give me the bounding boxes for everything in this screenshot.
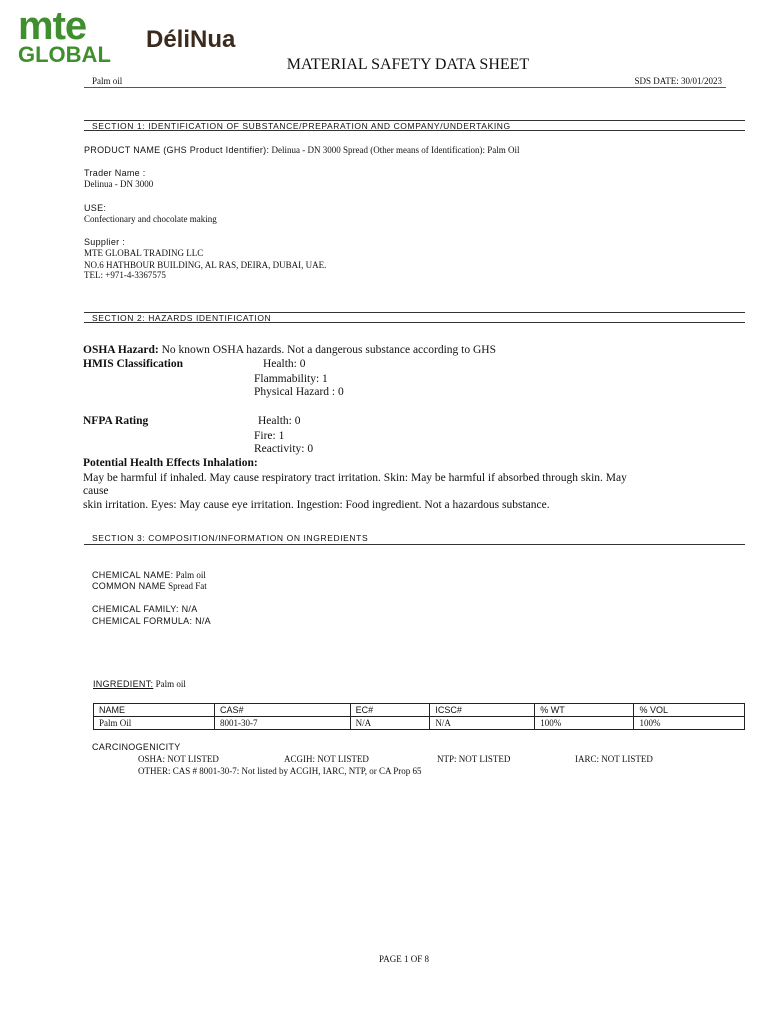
chemical-name-value: Palm oil <box>173 570 206 580</box>
supplier-tel: TEL: +971-4-3367575 <box>84 270 166 280</box>
health-effects-line3: skin irritation. Eyes: May cause eye irritation. Ingestion: Food ingredient. Not a hazardous substance. <box>83 499 550 511</box>
ingredient-line <box>93 679 186 689</box>
osha-hazard-line <box>83 344 496 356</box>
common-name-line <box>92 581 207 591</box>
chemical-family: CHEMICAL FAMILY: N/A <box>92 604 198 614</box>
carc-osha: OSHA: NOT LISTED <box>138 754 219 764</box>
health-effects-line1: May be harmful if inhaled. May cause respiratory tract irritation. Skin: May be harmful if absorbed through skin. May <box>83 472 627 484</box>
hmis-label: HMIS Classification <box>83 358 183 370</box>
hmis-flammability: Flammability: 1 <box>254 373 328 385</box>
table-header: % VOL <box>634 704 745 717</box>
supplier-address: NO.6 HATHBOUR BUILDING, AL RAS, DEIRA, DUBAI, UAE. <box>84 260 327 270</box>
nfpa-reactivity: Reactivity: 0 <box>254 443 314 455</box>
product-name-value: Delinua - DN 3000 Spread (Other means of Identification): Palm Oil <box>271 145 520 155</box>
logo-mte-text: mte <box>18 4 87 48</box>
table-cell: 100% <box>634 717 745 730</box>
table-cell: N/A <box>430 717 535 730</box>
product-name-label: PRODUCT NAME (GHS Product Identifier): <box>84 145 270 155</box>
header-product: Palm oil <box>92 76 123 86</box>
carc-ntp: NTP: NOT LISTED <box>437 754 511 764</box>
common-name-value: Spread Fat <box>165 581 207 591</box>
table-row <box>94 717 745 730</box>
table-cell: 8001-30-7 <box>214 717 350 730</box>
section3-heading: SECTION 3: COMPOSITION/INFORMATION ON INGREDIENTS <box>84 534 745 545</box>
table-header: EC# <box>350 704 430 717</box>
chemical-formula: CHEMICAL FORMULA: N/A <box>92 616 211 626</box>
nfpa-health: Health: 0 <box>258 415 301 427</box>
common-name-label: COMMON NAME <box>92 581 166 591</box>
chemical-name-line <box>92 570 206 580</box>
header-row <box>92 76 722 86</box>
trader-value: Delinua - DN 3000 <box>84 179 154 189</box>
section1-heading: SECTION 1: IDENTIFICATION OF SUBSTANCE/PREPARATION AND COMPANY/UNDERTAKING <box>84 120 745 131</box>
osha-hazard-value: No known OSHA hazards. Not a dangerous substance according to GHS <box>158 344 496 356</box>
carcinogenicity-label: CARCINOGENICITY <box>92 742 181 752</box>
header-divider <box>84 87 726 88</box>
table-cell: Palm Oil <box>94 717 215 730</box>
table-cell: N/A <box>350 717 430 730</box>
table-cell: 100% <box>535 717 634 730</box>
table-header: NAME <box>94 704 215 717</box>
delinua-logo: DéliNua <box>146 26 236 53</box>
logo-global-text: GLOBAL <box>18 42 111 67</box>
chemical-name-label: CHEMICAL NAME: <box>92 570 174 580</box>
ingredient-table <box>93 703 745 730</box>
health-effects-label: Potential Health Effects Inhalation: <box>83 457 258 469</box>
osha-hazard-label: OSHA Hazard: <box>83 344 159 356</box>
trader-label: Trader Name : <box>84 168 146 178</box>
header-sds-date: SDS DATE: 30/01/2023 <box>634 76 722 86</box>
hmis-physical-hazard: Physical Hazard : 0 <box>254 386 344 398</box>
nfpa-label: NFPA Rating <box>83 415 149 427</box>
table-header: CAS# <box>214 704 350 717</box>
carc-acgih: ACGIH: NOT LISTED <box>284 754 369 764</box>
nfpa-fire: Fire: 1 <box>254 430 285 442</box>
supplier-label: Supplier : <box>84 237 126 247</box>
carc-iarc: IARC: NOT LISTED <box>575 754 653 764</box>
page-number: PAGE 1 OF 8 <box>379 954 429 964</box>
section2-heading: SECTION 2: HAZARDS IDENTIFICATION <box>84 312 745 323</box>
carc-other: OTHER: CAS # 8001-30-7: Not listed by ACGIH, IARC, NTP, or CA Prop 65 <box>138 766 422 776</box>
product-name-line <box>84 145 519 155</box>
table-header-row <box>94 704 745 717</box>
ingredient-value: Palm oil <box>153 679 186 689</box>
use-label: USE: <box>84 203 107 213</box>
document-title: MATERIAL SAFETY DATA SHEET <box>286 56 530 73</box>
hmis-health: Health: 0 <box>263 358 306 370</box>
health-effects-line2: cause <box>83 485 109 497</box>
table-header: ICSC# <box>430 704 535 717</box>
use-value: Confectionary and chocolate making <box>84 214 217 224</box>
ingredient-label: INGREDIENT: <box>93 679 154 689</box>
supplier-name: MTE GLOBAL TRADING LLC <box>84 248 204 258</box>
table-header: % WT <box>535 704 634 717</box>
